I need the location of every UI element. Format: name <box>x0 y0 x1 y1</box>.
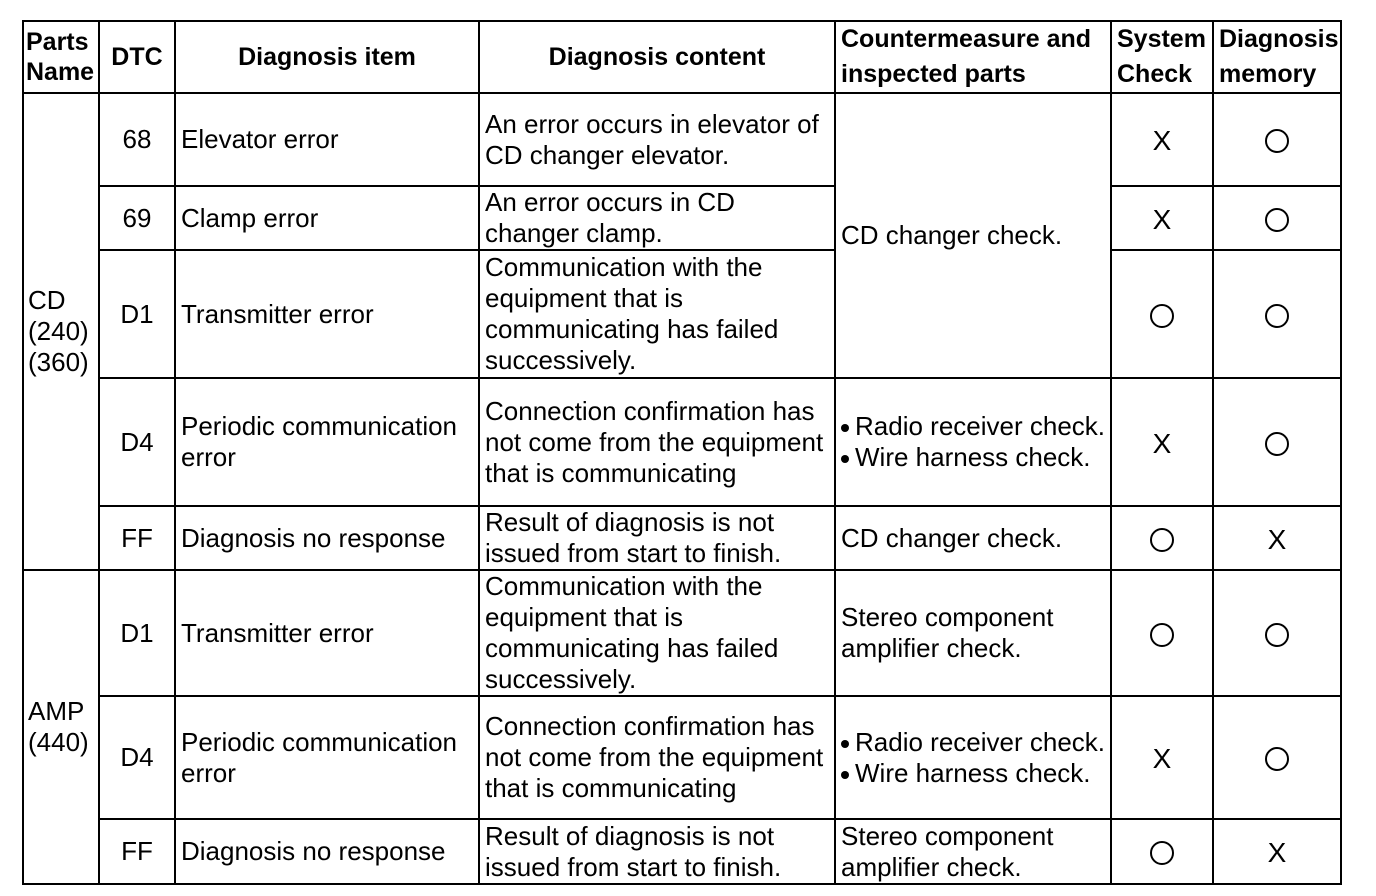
system-check-mark <box>1111 819 1213 884</box>
system-check-mark <box>1111 250 1213 378</box>
diagnosis-content: Result of diagnosis is not issued from start to finish. <box>479 506 835 570</box>
x-mark-icon: X <box>1152 743 1172 775</box>
circle-mark-icon <box>1150 528 1174 552</box>
header-row <box>23 21 1341 93</box>
circle-mark-icon <box>1150 841 1174 865</box>
table-row <box>23 186 1341 250</box>
diagnosis-memory-mark <box>1213 819 1341 884</box>
diagnosis-item: Diagnosis no response <box>175 506 479 570</box>
countermeasure: CD changer check. <box>835 506 1111 570</box>
diagnosis-memory-mark <box>1213 93 1341 186</box>
circle-mark-icon <box>1265 432 1289 456</box>
circle-mark-icon <box>1150 623 1174 647</box>
table-row <box>23 696 1341 819</box>
diagnosis-content: Result of diagnosis is not issued from start to finish. <box>479 819 835 884</box>
diagnosis-content: Communication with the equipment that is communicating has failed successively. <box>479 570 835 696</box>
countermeasure-bullets <box>835 696 1111 819</box>
table-row <box>23 378 1341 506</box>
dtc-code: FF <box>99 819 175 884</box>
dtc-table <box>22 20 1342 885</box>
diagnosis-item: Elevator error <box>175 93 479 186</box>
dtc-code: 68 <box>99 93 175 186</box>
header-diagnosis-memory: Diagnosis memory <box>1213 21 1341 93</box>
diagnosis-memory-mark <box>1213 250 1341 378</box>
x-mark-icon: X <box>1152 125 1172 157</box>
diagnosis-content: An error occurs in elevator of CD changer elevator. <box>479 93 835 186</box>
table-row <box>23 570 1341 696</box>
table-row <box>23 250 1341 378</box>
circle-mark-icon <box>1150 304 1174 328</box>
diagnosis-content: An error occurs in CD changer clamp. <box>479 186 835 250</box>
diagnosis-item: Transmitter error <box>175 250 479 378</box>
dtc-code: FF <box>99 506 175 570</box>
diagnosis-memory-mark <box>1213 570 1341 696</box>
dtc-code: D1 <box>99 250 175 378</box>
circle-mark-icon <box>1265 747 1289 771</box>
table-row <box>23 93 1341 186</box>
countermeasure: Stereo component amplifier check. <box>835 819 1111 884</box>
diagnosis-item: Clamp error <box>175 186 479 250</box>
system-check-mark <box>1111 378 1213 506</box>
system-check-mark <box>1111 186 1213 250</box>
dtc-code: D1 <box>99 570 175 696</box>
table-row <box>23 506 1341 570</box>
diagnosis-item: Diagnosis no response <box>175 819 479 884</box>
diagnosis-item: Periodic communication error <box>175 696 479 819</box>
dtc-code: 69 <box>99 186 175 250</box>
circle-mark-icon <box>1265 304 1289 328</box>
header-system-check: System Check <box>1111 21 1213 93</box>
system-check-mark <box>1111 506 1213 570</box>
system-check-mark <box>1111 696 1213 819</box>
bullet-item: Radio receiver check. <box>841 727 1105 758</box>
parts-line: (440) <box>28 727 89 757</box>
header-diagnosis-content: Diagnosis content <box>479 21 835 93</box>
countermeasure: Stereo component amplifier check. <box>835 570 1111 696</box>
parts-name-amp <box>23 570 99 884</box>
bullet-item: Radio receiver check. <box>841 411 1105 442</box>
bullet-item: Wire harness check. <box>841 758 1105 789</box>
circle-mark-icon <box>1265 129 1289 153</box>
header-countermeasure: Countermeasure and inspected parts <box>835 21 1111 93</box>
circle-mark-icon <box>1265 208 1289 232</box>
bullet-dot-icon <box>841 771 849 779</box>
diagnosis-memory-mark <box>1213 378 1341 506</box>
diagnosis-item: Transmitter error <box>175 570 479 696</box>
bullet-dot-icon <box>841 424 849 432</box>
bullet-item: Wire harness check. <box>841 442 1105 473</box>
bullet-dot-icon <box>841 455 849 463</box>
diagnosis-content: Connection confirmation has not come from the equipment that is communicating <box>479 696 835 819</box>
diagnosis-memory-mark <box>1213 696 1341 819</box>
parts-line: (360) <box>28 347 89 377</box>
circle-mark-icon <box>1265 623 1289 647</box>
parts-line: CD <box>28 285 66 315</box>
bullet-dot-icon <box>841 740 849 748</box>
parts-line: AMP <box>28 696 85 726</box>
x-mark-icon: X <box>1152 427 1172 459</box>
parts-line: (240) <box>28 316 89 346</box>
header-dtc: DTC <box>99 21 175 93</box>
diagnosis-content: Communication with the equipment that is communicating has failed successively. <box>479 250 835 378</box>
x-mark-icon: X <box>1267 523 1287 555</box>
system-check-mark <box>1111 93 1213 186</box>
diagnosis-item: Periodic communication error <box>175 378 479 506</box>
header-parts-name: Parts Name <box>23 21 99 93</box>
parts-name-cd <box>23 93 99 570</box>
dtc-code: D4 <box>99 696 175 819</box>
diagnosis-memory-mark <box>1213 506 1341 570</box>
table-row <box>23 819 1341 884</box>
diagnosis-content: Connection confirmation has not come from the equipment that is communicating <box>479 378 835 506</box>
diagnosis-memory-mark <box>1213 186 1341 250</box>
dtc-code: D4 <box>99 378 175 506</box>
system-check-mark <box>1111 570 1213 696</box>
x-mark-icon: X <box>1152 203 1172 235</box>
header-diagnosis-item: Diagnosis item <box>175 21 479 93</box>
countermeasure-bullets <box>835 378 1111 506</box>
x-mark-icon: X <box>1267 837 1287 869</box>
countermeasure-cd-changer: CD changer check. <box>835 93 1111 378</box>
